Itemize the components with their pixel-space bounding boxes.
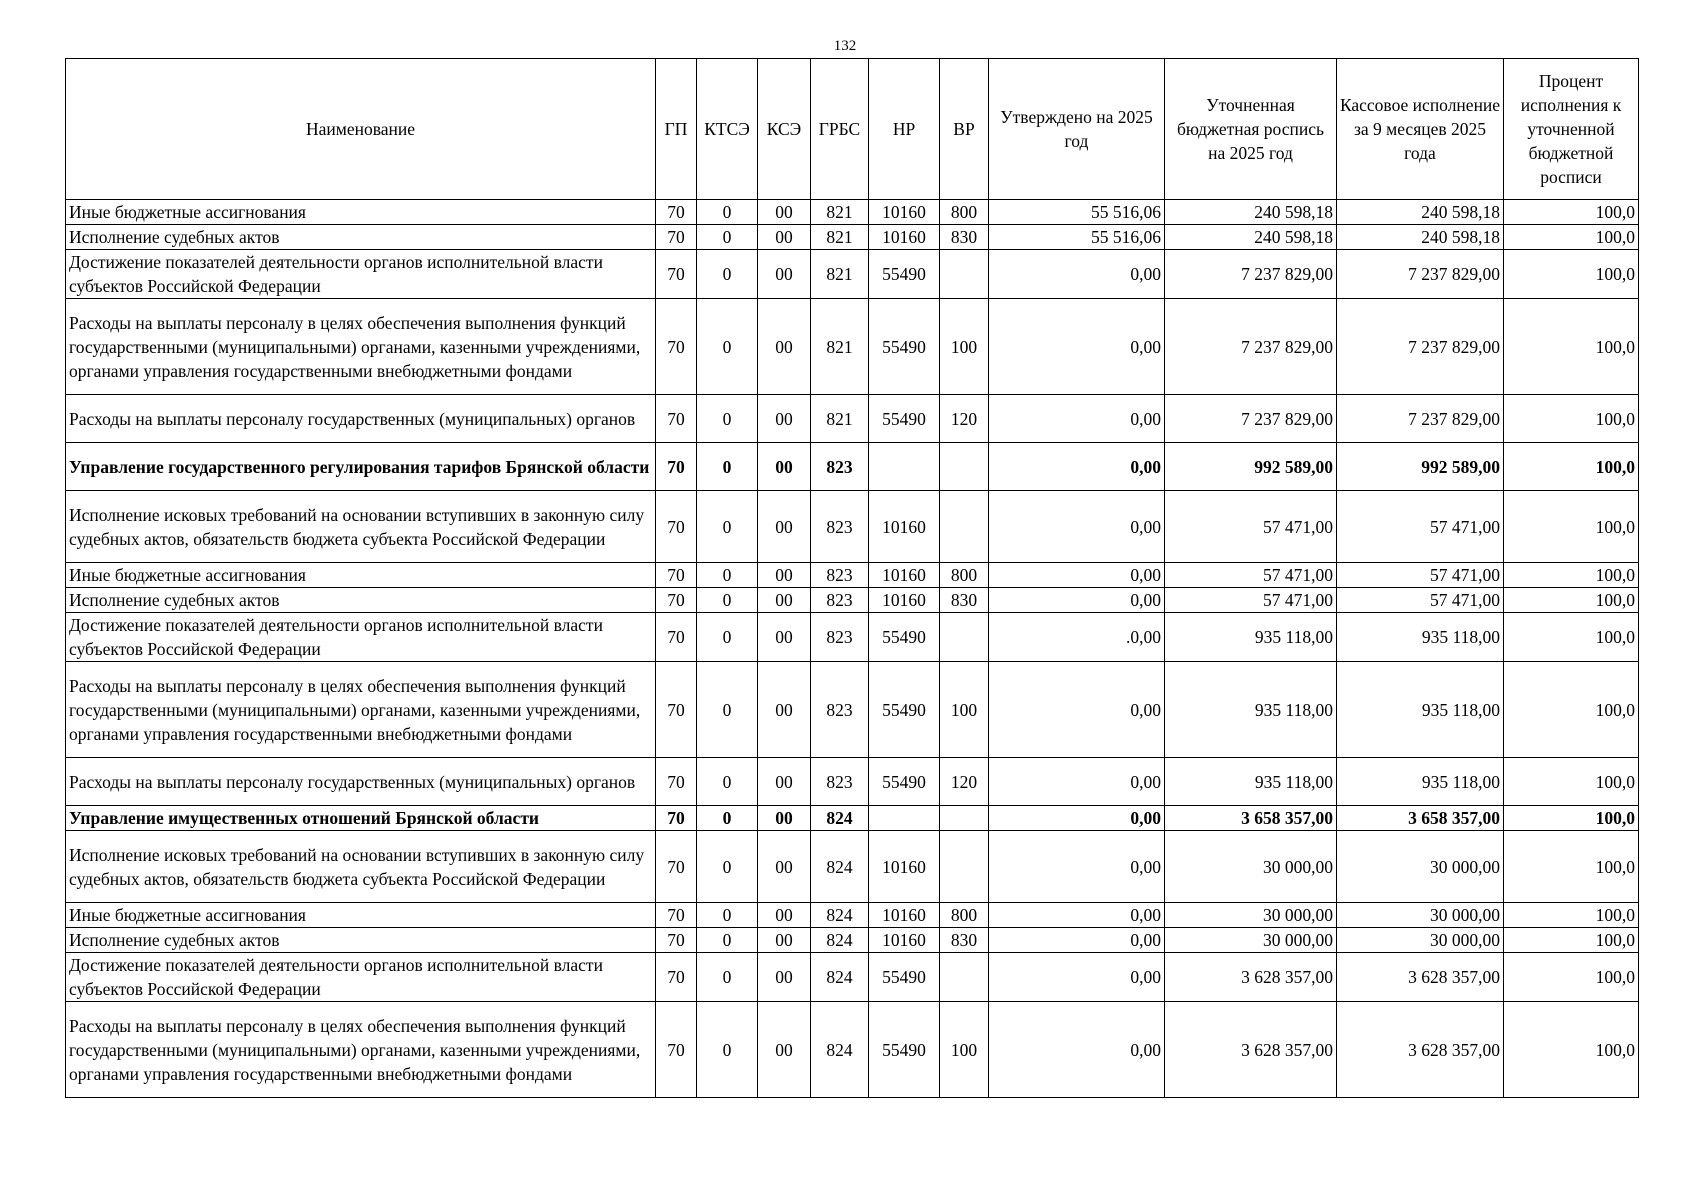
cell-np: 10160 (869, 200, 940, 225)
cell-cash: 7 237 829,00 (1337, 299, 1504, 395)
header-vr: ВР (940, 59, 989, 200)
header-gp: ГП (656, 59, 697, 200)
cell-approved: 0,00 (989, 1002, 1165, 1098)
cell-name: Управление государственного регулирования тарифов Брянской области (66, 443, 656, 491)
cell-np: 10160 (869, 903, 940, 928)
cell-approved: 0,00 (989, 806, 1165, 831)
header-row (66, 59, 1639, 200)
cell-ktse: 0 (697, 662, 758, 758)
cell-grbs: 823 (811, 563, 869, 588)
cell-kse: 00 (758, 903, 811, 928)
cell-vr: 120 (940, 758, 989, 806)
cell-percent: 100,0 (1504, 395, 1639, 443)
table-row (66, 491, 1639, 563)
cell-vr: 830 (940, 588, 989, 613)
cell-vr (940, 806, 989, 831)
cell-gp: 70 (656, 662, 697, 758)
cell-name: Расходы на выплаты персоналу в целях обеспечения выполнения функций государственными (муниципальными) органами, казенными учреждениями, органами управления государственными внебюджетными фондами (66, 1002, 656, 1098)
cell-grbs: 824 (811, 806, 869, 831)
cell-cash: 7 237 829,00 (1337, 395, 1504, 443)
cell-vr (940, 953, 989, 1002)
cell-grbs: 821 (811, 299, 869, 395)
table-row (66, 662, 1639, 758)
cell-grbs: 821 (811, 200, 869, 225)
cell-percent: 100,0 (1504, 563, 1639, 588)
cell-gp: 70 (656, 200, 697, 225)
cell-grbs: 821 (811, 250, 869, 299)
cell-ktse: 0 (697, 928, 758, 953)
cell-refined: 935 118,00 (1165, 758, 1337, 806)
cell-approved: 55 516,06 (989, 225, 1165, 250)
cell-kse: 00 (758, 443, 811, 491)
cell-vr: 800 (940, 563, 989, 588)
cell-gp: 70 (656, 395, 697, 443)
cell-gp: 70 (656, 953, 697, 1002)
cell-cash: 240 598,18 (1337, 225, 1504, 250)
cell-approved: 0,00 (989, 831, 1165, 903)
cell-percent: 100,0 (1504, 299, 1639, 395)
cell-np: 10160 (869, 831, 940, 903)
cell-gp: 70 (656, 563, 697, 588)
table-row (66, 299, 1639, 395)
cell-cash: 3 628 357,00 (1337, 1002, 1504, 1098)
cell-refined: 3 628 357,00 (1165, 953, 1337, 1002)
table-body (66, 200, 1639, 1098)
table-row (66, 250, 1639, 299)
cell-ktse: 0 (697, 443, 758, 491)
cell-ktse: 0 (697, 758, 758, 806)
cell-cash: 57 471,00 (1337, 588, 1504, 613)
cell-kse: 00 (758, 563, 811, 588)
cell-grbs: 823 (811, 662, 869, 758)
cell-refined: 935 118,00 (1165, 613, 1337, 662)
cell-grbs: 821 (811, 395, 869, 443)
cell-approved: 0,00 (989, 443, 1165, 491)
cell-kse: 00 (758, 491, 811, 563)
cell-gp: 70 (656, 758, 697, 806)
cell-percent: 100,0 (1504, 806, 1639, 831)
table-row (66, 563, 1639, 588)
cell-name: Расходы на выплаты персоналу в целях обеспечения выполнения функций государственными (муниципальными) органами, казенными учреждениями, органами управления государственными внебюджетными фондами (66, 299, 656, 395)
cell-percent: 100,0 (1504, 662, 1639, 758)
cell-approved: 0,00 (989, 953, 1165, 1002)
cell-refined: 240 598,18 (1165, 225, 1337, 250)
cell-name: Достижение показателей деятельности органов исполнительной власти субъектов Российской Федерации (66, 613, 656, 662)
cell-kse: 00 (758, 613, 811, 662)
cell-kse: 00 (758, 200, 811, 225)
cell-ktse: 0 (697, 588, 758, 613)
cell-refined: 7 237 829,00 (1165, 250, 1337, 299)
cell-grbs: 824 (811, 1002, 869, 1098)
cell-vr (940, 250, 989, 299)
cell-ktse: 0 (697, 299, 758, 395)
cell-grbs: 824 (811, 831, 869, 903)
cell-approved: 0,00 (989, 903, 1165, 928)
table-row (66, 953, 1639, 1002)
cell-percent: 100,0 (1504, 225, 1639, 250)
cell-ktse: 0 (697, 491, 758, 563)
cell-np: 55490 (869, 662, 940, 758)
header-grbs: ГРБС (811, 59, 869, 200)
header-kse: КСЭ (758, 59, 811, 200)
cell-gp: 70 (656, 299, 697, 395)
cell-vr: 830 (940, 928, 989, 953)
header-name: Наименование (66, 59, 656, 200)
cell-approved: 0,00 (989, 491, 1165, 563)
cell-name: Исполнение судебных актов (66, 588, 656, 613)
cell-refined: 30 000,00 (1165, 903, 1337, 928)
cell-cash: 935 118,00 (1337, 758, 1504, 806)
cell-grbs: 823 (811, 443, 869, 491)
cell-kse: 00 (758, 662, 811, 758)
cell-np: 10160 (869, 563, 940, 588)
cell-gp: 70 (656, 491, 697, 563)
cell-cash: 3 628 357,00 (1337, 953, 1504, 1002)
cell-ktse: 0 (697, 613, 758, 662)
cell-ktse: 0 (697, 250, 758, 299)
page-number: 132 (833, 38, 857, 54)
cell-ktse: 0 (697, 225, 758, 250)
cell-ktse: 0 (697, 200, 758, 225)
cell-vr: 800 (940, 200, 989, 225)
cell-refined: 57 471,00 (1165, 491, 1337, 563)
table-row (66, 613, 1639, 662)
cell-gp: 70 (656, 903, 697, 928)
cell-approved: 0,00 (989, 758, 1165, 806)
table-row (66, 928, 1639, 953)
cell-name: Иные бюджетные ассигнования (66, 563, 656, 588)
cell-percent: 100,0 (1504, 758, 1639, 806)
cell-vr (940, 491, 989, 563)
cell-np: 55490 (869, 1002, 940, 1098)
cell-name: Иные бюджетные ассигнования (66, 903, 656, 928)
cell-kse: 00 (758, 928, 811, 953)
cell-ktse: 0 (697, 903, 758, 928)
cell-name: Управление имущественных отношений Брянской области (66, 806, 656, 831)
header-refined: Уточненная бюджетная роспись на 2025 год (1165, 59, 1337, 200)
header-np: НР (869, 59, 940, 200)
table-row (66, 200, 1639, 225)
header-percent: Процент исполнения к уточненной бюджетной росписи (1504, 59, 1639, 200)
cell-ktse: 0 (697, 563, 758, 588)
header-approved: Утверждено на 2025 год (989, 59, 1165, 200)
cell-name: Исполнение судебных актов (66, 928, 656, 953)
cell-np: 55490 (869, 395, 940, 443)
cell-percent: 100,0 (1504, 588, 1639, 613)
cell-name: Исполнение исковых требований на основании вступивших в законную силу судебных актов, обязательств бюджета субъекта Российской Федерации (66, 491, 656, 563)
cell-cash: 935 118,00 (1337, 613, 1504, 662)
cell-grbs: 824 (811, 928, 869, 953)
cell-percent: 100,0 (1504, 953, 1639, 1002)
cell-name: Исполнение исковых требований на основании вступивших в законную силу судебных актов, обязательств бюджета субъекта Российской Федерации (66, 831, 656, 903)
cell-np: 55490 (869, 250, 940, 299)
cell-grbs: 823 (811, 491, 869, 563)
cell-cash: 240 598,18 (1337, 200, 1504, 225)
cell-refined: 3 628 357,00 (1165, 1002, 1337, 1098)
cell-percent: 100,0 (1504, 928, 1639, 953)
cell-percent: 100,0 (1504, 250, 1639, 299)
cell-np (869, 443, 940, 491)
table-row (66, 443, 1639, 491)
cell-np: 55490 (869, 758, 940, 806)
cell-vr (940, 443, 989, 491)
cell-approved: 0,00 (989, 299, 1165, 395)
cell-grbs: 823 (811, 588, 869, 613)
cell-kse: 00 (758, 225, 811, 250)
cell-percent: 100,0 (1504, 200, 1639, 225)
cell-np (869, 806, 940, 831)
cell-ktse: 0 (697, 806, 758, 831)
cell-gp: 70 (656, 588, 697, 613)
table-row (66, 903, 1639, 928)
cell-np: 55490 (869, 299, 940, 395)
cell-kse: 00 (758, 953, 811, 1002)
cell-np: 55490 (869, 613, 940, 662)
cell-gp: 70 (656, 225, 697, 250)
cell-cash: 992 589,00 (1337, 443, 1504, 491)
cell-ktse: 0 (697, 1002, 758, 1098)
cell-percent: 100,0 (1504, 1002, 1639, 1098)
cell-cash: 7 237 829,00 (1337, 250, 1504, 299)
cell-vr: 120 (940, 395, 989, 443)
cell-gp: 70 (656, 613, 697, 662)
cell-percent: 100,0 (1504, 613, 1639, 662)
cell-approved: 0,00 (989, 250, 1165, 299)
cell-gp: 70 (656, 806, 697, 831)
cell-approved: 0,00 (989, 928, 1165, 953)
cell-refined: 935 118,00 (1165, 662, 1337, 758)
cell-vr: 800 (940, 903, 989, 928)
cell-name: Иные бюджетные ассигнования (66, 200, 656, 225)
cell-kse: 00 (758, 831, 811, 903)
header-ktse: КТСЭ (697, 59, 758, 200)
cell-ktse: 0 (697, 395, 758, 443)
cell-approved: .0,00 (989, 613, 1165, 662)
cell-vr: 100 (940, 1002, 989, 1098)
cell-kse: 00 (758, 758, 811, 806)
cell-name: Расходы на выплаты персоналу в целях обеспечения выполнения функций государственными (муниципальными) органами, казенными учреждениями, органами управления государственными внебюджетными фондами (66, 662, 656, 758)
cell-name: Достижение показателей деятельности органов исполнительной власти субъектов Российской Федерации (66, 953, 656, 1002)
cell-kse: 00 (758, 806, 811, 831)
table-row (66, 806, 1639, 831)
cell-refined: 57 471,00 (1165, 563, 1337, 588)
budget-execution-table (65, 58, 1639, 1098)
cell-cash: 30 000,00 (1337, 928, 1504, 953)
cell-np: 10160 (869, 491, 940, 563)
cell-gp: 70 (656, 928, 697, 953)
cell-approved: 0,00 (989, 563, 1165, 588)
cell-refined: 7 237 829,00 (1165, 395, 1337, 443)
cell-refined: 240 598,18 (1165, 200, 1337, 225)
cell-kse: 00 (758, 250, 811, 299)
cell-percent: 100,0 (1504, 831, 1639, 903)
cell-vr: 100 (940, 662, 989, 758)
table-row (66, 225, 1639, 250)
cell-grbs: 823 (811, 758, 869, 806)
cell-np: 10160 (869, 928, 940, 953)
cell-approved: 0,00 (989, 395, 1165, 443)
cell-gp: 70 (656, 831, 697, 903)
cell-refined: 7 237 829,00 (1165, 299, 1337, 395)
table-row (66, 588, 1639, 613)
cell-np: 10160 (869, 588, 940, 613)
cell-cash: 3 658 357,00 (1337, 806, 1504, 831)
cell-grbs: 824 (811, 903, 869, 928)
table-row (66, 1002, 1639, 1098)
cell-cash: 30 000,00 (1337, 831, 1504, 903)
cell-gp: 70 (656, 443, 697, 491)
table-row (66, 758, 1639, 806)
table-row (66, 395, 1639, 443)
cell-approved: 0,00 (989, 662, 1165, 758)
cell-vr (940, 831, 989, 903)
cell-grbs: 823 (811, 613, 869, 662)
cell-refined: 3 658 357,00 (1165, 806, 1337, 831)
cell-percent: 100,0 (1504, 491, 1639, 563)
header-cash: Кассовое исполнение за 9 месяцев 2025 года (1337, 59, 1504, 200)
table-row (66, 831, 1639, 903)
cell-percent: 100,0 (1504, 443, 1639, 491)
cell-kse: 00 (758, 588, 811, 613)
cell-ktse: 0 (697, 953, 758, 1002)
cell-ktse: 0 (697, 831, 758, 903)
cell-cash: 57 471,00 (1337, 491, 1504, 563)
cell-name: Достижение показателей деятельности органов исполнительной власти субъектов Российской Федерации (66, 250, 656, 299)
cell-name: Расходы на выплаты персоналу государственных (муниципальных) органов (66, 758, 656, 806)
cell-refined: 30 000,00 (1165, 831, 1337, 903)
cell-cash: 30 000,00 (1337, 903, 1504, 928)
cell-name: Расходы на выплаты персоналу государственных (муниципальных) органов (66, 395, 656, 443)
cell-refined: 57 471,00 (1165, 588, 1337, 613)
cell-grbs: 824 (811, 953, 869, 1002)
cell-np: 55490 (869, 953, 940, 1002)
cell-approved: 0,00 (989, 588, 1165, 613)
cell-gp: 70 (656, 1002, 697, 1098)
cell-refined: 992 589,00 (1165, 443, 1337, 491)
cell-kse: 00 (758, 395, 811, 443)
cell-approved: 55 516,06 (989, 200, 1165, 225)
cell-vr: 100 (940, 299, 989, 395)
cell-vr (940, 613, 989, 662)
cell-kse: 00 (758, 1002, 811, 1098)
cell-percent: 100,0 (1504, 903, 1639, 928)
cell-grbs: 821 (811, 225, 869, 250)
cell-cash: 935 118,00 (1337, 662, 1504, 758)
cell-np: 10160 (869, 225, 940, 250)
cell-refined: 30 000,00 (1165, 928, 1337, 953)
cell-cash: 57 471,00 (1337, 563, 1504, 588)
cell-name: Исполнение судебных актов (66, 225, 656, 250)
cell-vr: 830 (940, 225, 989, 250)
cell-kse: 00 (758, 299, 811, 395)
cell-gp: 70 (656, 250, 697, 299)
